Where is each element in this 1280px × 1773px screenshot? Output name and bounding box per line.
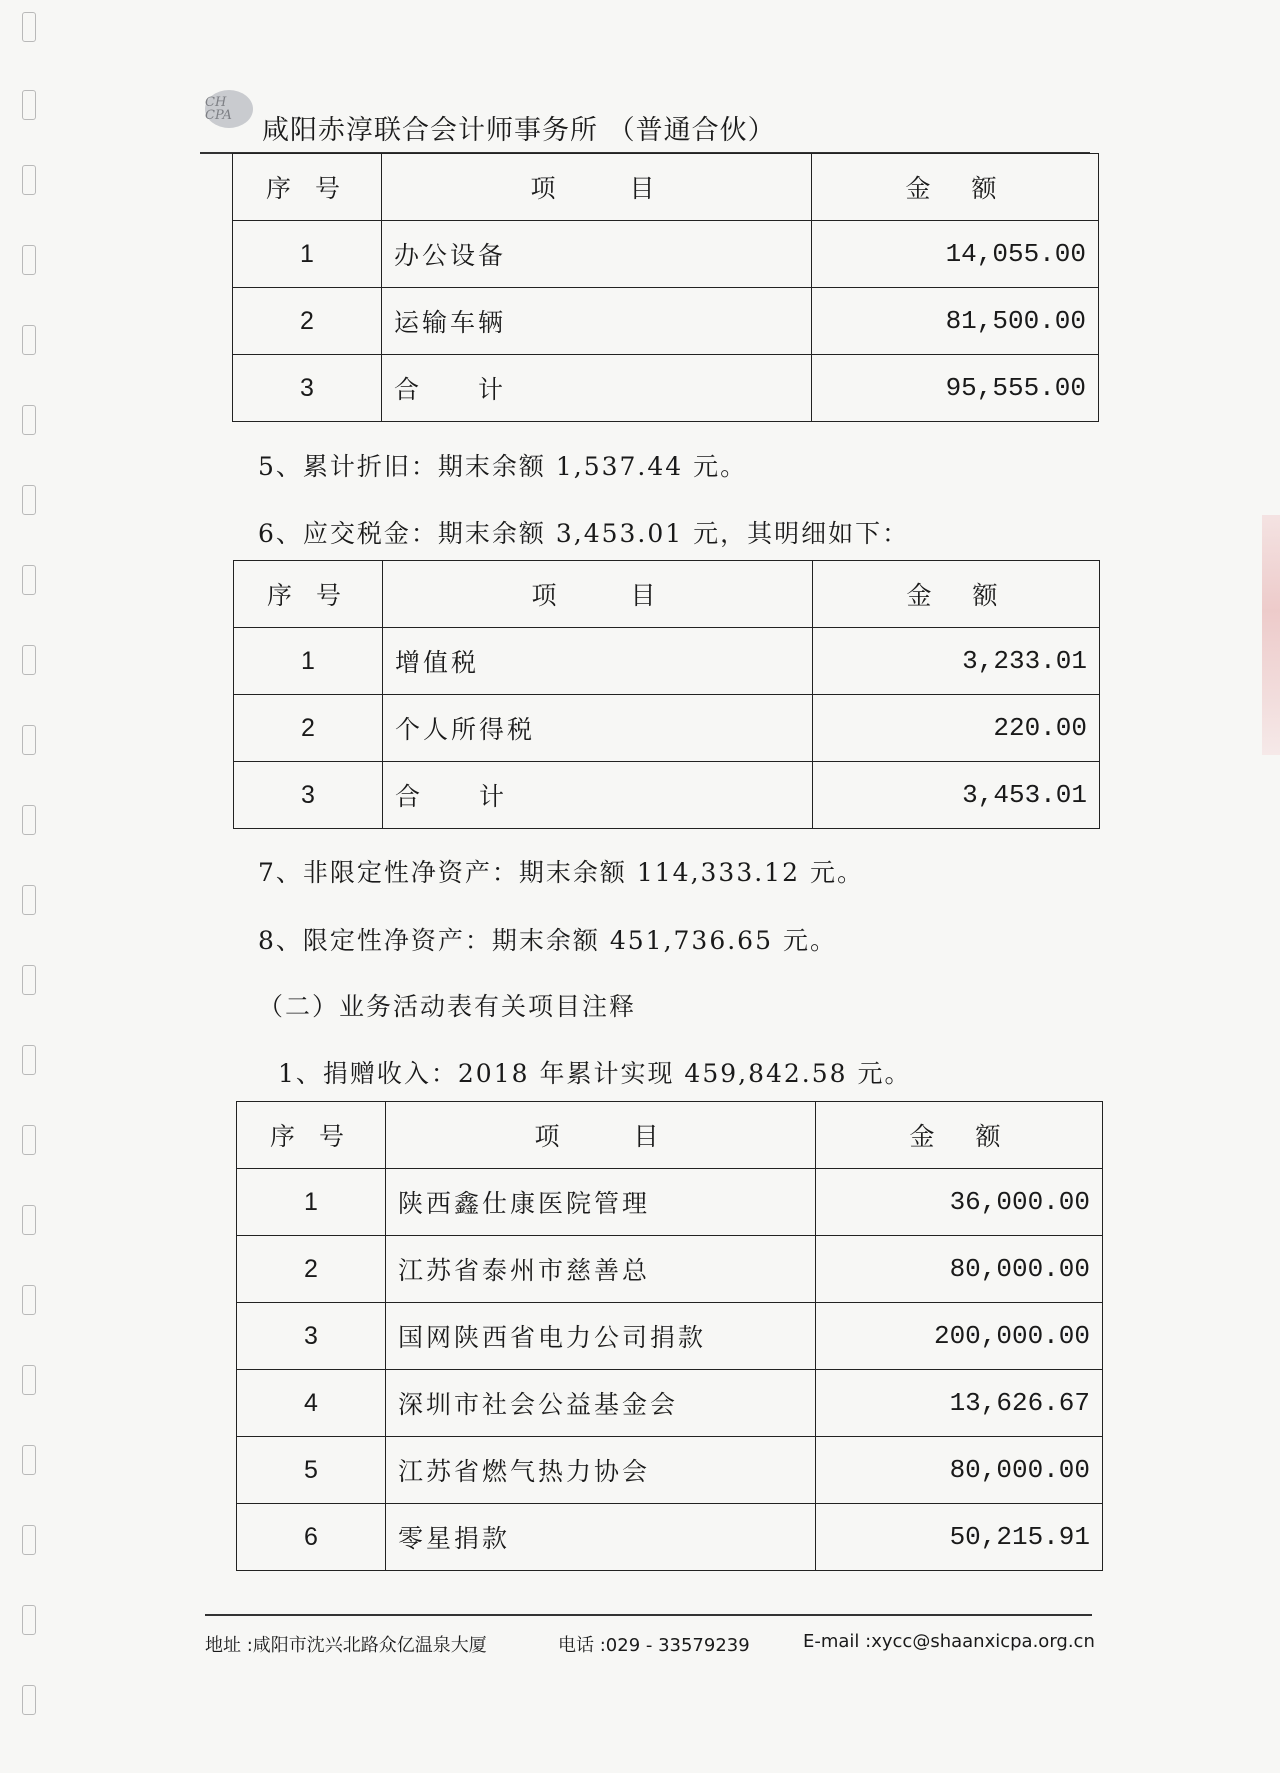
row-amount: 220.00 — [813, 695, 1100, 762]
row-amount: 81,500.00 — [812, 288, 1099, 355]
table-row — [237, 1504, 1103, 1571]
row-item: 零星捐款 — [386, 1504, 816, 1571]
column-header-item: 项 目 — [382, 154, 812, 221]
seal-fragment — [1262, 515, 1280, 755]
section-heading: （二）业务活动表有关项目注释 — [258, 992, 637, 1021]
binding-hole — [22, 485, 36, 515]
taxes-table — [233, 560, 1100, 829]
table-row — [237, 1437, 1103, 1504]
row-seq: 4 — [237, 1370, 386, 1437]
row-amount: 3,233.01 — [813, 628, 1100, 695]
row-item: 国网陕西省电力公司捐款 — [386, 1303, 816, 1370]
donations-table — [236, 1101, 1103, 1571]
table-row — [234, 762, 1100, 829]
row-seq: 3 — [233, 355, 382, 422]
row-item: 办公设备 — [382, 221, 812, 288]
binding-hole — [22, 1125, 36, 1155]
table-row — [234, 695, 1100, 762]
footer-address: 地址 :咸阳市沈兴北路众亿温泉大厦 — [205, 1635, 487, 1656]
table-row — [233, 355, 1099, 422]
row-item: 合 计 — [382, 355, 812, 422]
binding-hole — [22, 405, 36, 435]
column-header-amount: 金 额 — [812, 154, 1099, 221]
column-header-seq: 序 号 — [233, 154, 382, 221]
binding-hole — [22, 1605, 36, 1635]
table-header-row — [237, 1102, 1103, 1169]
note-accumulated-depreciation: 5、累计折旧：期末余额 1,537.44 元。 — [258, 452, 748, 481]
binding-hole — [22, 325, 36, 355]
row-amount: 80,000.00 — [816, 1236, 1103, 1303]
row-seq: 5 — [237, 1437, 386, 1504]
binding-hole — [22, 90, 36, 120]
row-seq: 3 — [237, 1303, 386, 1370]
row-seq: 2 — [233, 288, 382, 355]
note-unrestricted-net-assets: 7、非限定性净资产：期末余额 114,333.12 元。 — [258, 858, 864, 887]
table-row — [234, 628, 1100, 695]
column-header-item: 项 目 — [383, 561, 813, 628]
row-amount: 13,626.67 — [816, 1370, 1103, 1437]
column-header-seq: 序 号 — [237, 1102, 386, 1169]
table-row — [237, 1370, 1103, 1437]
column-header-amount: 金 额 — [816, 1102, 1103, 1169]
row-item: 深圳市社会公益基金会 — [386, 1370, 816, 1437]
firm-name: 咸阳赤淳联合会计师事务所 （普通合伙） — [262, 115, 776, 146]
row-item: 个人所得税 — [383, 695, 813, 762]
table-row — [237, 1169, 1103, 1236]
table-row — [233, 288, 1099, 355]
table-row — [237, 1303, 1103, 1370]
row-amount: 3,453.01 — [813, 762, 1100, 829]
binding-hole — [22, 165, 36, 195]
firm-logo: CH CPA — [205, 90, 253, 128]
column-header-item: 项 目 — [386, 1102, 816, 1169]
row-seq: 1 — [233, 221, 382, 288]
row-seq: 1 — [237, 1169, 386, 1236]
table-header-row — [234, 561, 1100, 628]
binding-hole — [22, 885, 36, 915]
row-item: 运输车辆 — [382, 288, 812, 355]
binding-hole — [22, 565, 36, 595]
binding-hole — [22, 1045, 36, 1075]
row-item: 合 计 — [383, 762, 813, 829]
binding-hole — [22, 1445, 36, 1475]
row-amount: 80,000.00 — [816, 1437, 1103, 1504]
binding-hole — [22, 245, 36, 275]
row-seq: 2 — [234, 695, 383, 762]
binding-hole — [22, 1205, 36, 1235]
row-item: 增值税 — [383, 628, 813, 695]
row-seq: 3 — [234, 762, 383, 829]
binding-hole — [22, 1285, 36, 1315]
row-amount: 95,555.00 — [812, 355, 1099, 422]
column-header-amount: 金 额 — [813, 561, 1100, 628]
row-item: 江苏省燃气热力协会 — [386, 1437, 816, 1504]
row-amount: 36,000.00 — [816, 1169, 1103, 1236]
note-taxes-payable: 6、应交税金：期末余额 3,453.01 元，其明细如下： — [258, 519, 910, 548]
table-header-row — [233, 154, 1099, 221]
row-item: 陕西鑫仕康医院管理 — [386, 1169, 816, 1236]
binding-holes — [22, 0, 52, 1773]
table-row — [237, 1236, 1103, 1303]
note-donation-income: 1、捐赠收入：2018 年累计实现 459,842.58 元。 — [278, 1059, 912, 1088]
footer-email: E-mail :xycc@shaanxicpa.org.cn — [803, 1631, 1095, 1652]
row-amount: 200,000.00 — [816, 1303, 1103, 1370]
row-seq: 6 — [237, 1504, 386, 1571]
row-seq: 2 — [237, 1236, 386, 1303]
binding-hole — [22, 645, 36, 675]
binding-hole — [22, 1685, 36, 1715]
table-row — [233, 221, 1099, 288]
binding-hole — [22, 12, 36, 42]
binding-hole — [22, 805, 36, 835]
note-restricted-net-assets: 8、限定性净资产：期末余额 451,736.65 元。 — [258, 926, 837, 955]
row-amount: 50,215.91 — [816, 1504, 1103, 1571]
fixed-assets-table — [232, 153, 1099, 422]
row-item: 江苏省泰州市慈善总 — [386, 1236, 816, 1303]
binding-hole — [22, 725, 36, 755]
footer-phone: 电话 :029 - 33579239 — [558, 1635, 750, 1656]
row-seq: 1 — [234, 628, 383, 695]
binding-hole — [22, 1525, 36, 1555]
column-header-seq: 序 号 — [234, 561, 383, 628]
binding-hole — [22, 1365, 36, 1395]
binding-hole — [22, 965, 36, 995]
row-amount: 14,055.00 — [812, 221, 1099, 288]
footer-rule — [205, 1614, 1092, 1616]
